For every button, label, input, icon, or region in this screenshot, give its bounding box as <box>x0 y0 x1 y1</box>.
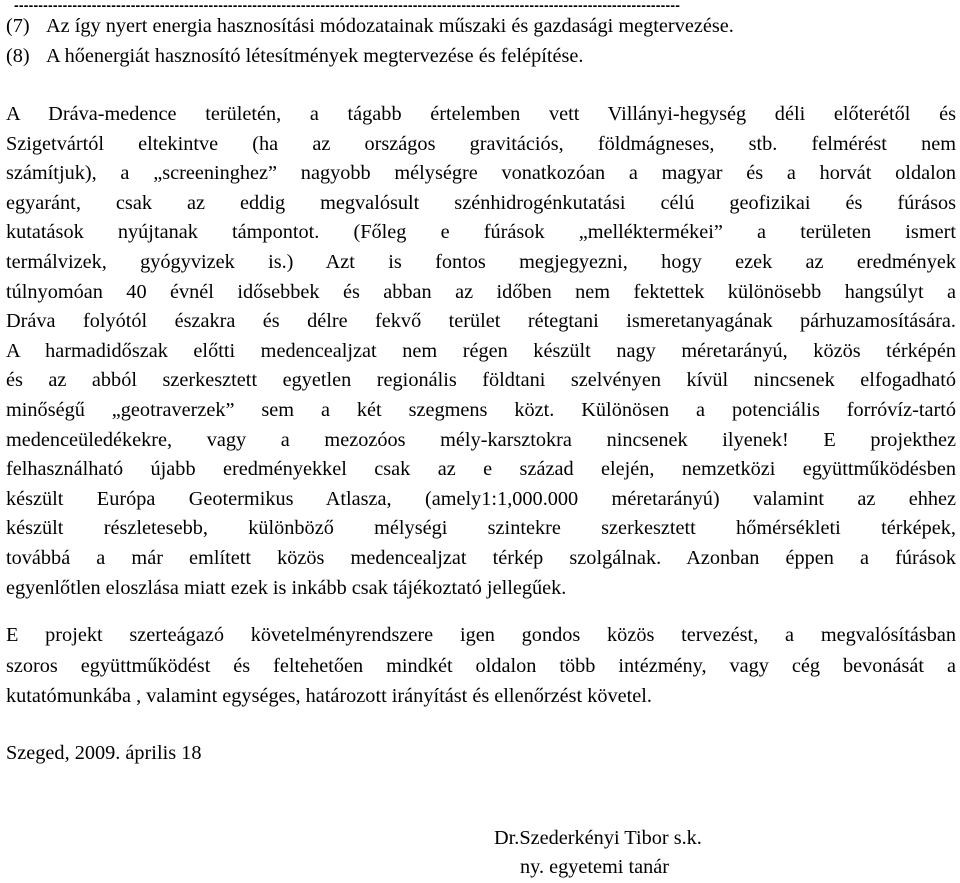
dashed-separator: ----------------------------------------------------------------------------------------------------------------------------------------- <box>14 0 681 10</box>
paragraph-line: készült részletesebb, különböző mélységi szintekre szerkesztett hőmérsékleti térképek, <box>6 517 956 540</box>
dateline: Szeged, 2009. április 18 <box>6 742 202 764</box>
paragraph-line: A harmadidőszak előtti medencealjzat nem régen készült nagy méretarányú, közös térképén <box>6 339 956 362</box>
paragraph-line: készült Európa Geotermikus Atlasza, (amely1:1,000.000 méretarányú) valamint az ehhez <box>6 487 956 510</box>
signature-block <box>494 824 702 882</box>
paragraph-line: továbbá a már említett közös medencealjzat térkép szolgálnak. Azonban éppen a fúrások <box>6 546 956 569</box>
paragraph-line: minőségű „geotraverzek” sem a két szegmens közt. Különösen a potenciális forróvíz-tartó <box>6 398 956 421</box>
paragraph-line: és az abból szerkesztett egyetlen regionális földtani szelvényen kívül nincsenek elfogadható <box>6 369 956 392</box>
list-item-text: Az így nyert energia hasznosítási módozatainak műszaki és gazdasági megtervezése. <box>46 15 734 37</box>
paragraph-line: túlnyomóan 40 évnél idősebbek és abban az időben nem fektettek különösebb hangsúlyt a <box>6 280 956 303</box>
numbered-list <box>6 12 956 71</box>
body-paragraph <box>6 620 956 712</box>
list-item <box>6 12 956 42</box>
paragraph-line: termálvizek, gyógyvizek is.) Azt is fontos megjegyezni, hogy ezek az eredmények <box>6 250 956 273</box>
paragraph-line: kutatómunkába , valamint egységes, határozott irányítást és ellenőrzést követel. <box>6 685 652 707</box>
paragraph-line: E projekt szerteágazó követelményrendszere igen gondos közös tervezést, a megvalósításban <box>6 624 956 646</box>
body-paragraph <box>6 100 956 603</box>
paragraph-line: egyaránt, csak az eddig megvalósult szénhidrogénkutatási célú geofizikai és fúrásos <box>6 191 956 214</box>
paragraph-line: kutatások nyújtanak támpontot. (Főleg e fúrások „melléktermékei” a területen ismert <box>6 221 956 244</box>
list-item <box>6 42 956 72</box>
paragraph-line: egyenlőtlen eloszlása miatt ezek is inkább csak tájékoztató jellegűek. <box>6 576 567 599</box>
list-item-number: (8) <box>6 44 30 67</box>
paragraph-line: A Dráva-medence területén, a tágabb értelemben vett Villányi-hegység déli előterétől és <box>6 103 956 125</box>
paragraph-line: medenceüledékekre, vagy a mezozóos mély-karsztokra nincsenek ilyenek! E projekthez <box>6 428 956 451</box>
signatory-name: Dr.Szederkényi Tibor s.k. <box>494 827 702 849</box>
list-item-number: (7) <box>6 15 30 37</box>
paragraph-line: számítjuk), a „screeninghez” nagyobb mélységre vonatkozóan a magyar és a horvát oldalon <box>6 162 956 185</box>
list-item-text: A hőenergiát hasznosító létesítmények megtervezése és felépítése. <box>46 44 584 67</box>
paragraph-line: felhasználható újabb eredményekkel csak az e század elején, nemzetközi együttműködésben <box>6 458 956 481</box>
paragraph-line: szoros együttműködést és feltehetően mindkét oldalon több intézmény, vagy cég bevonását a <box>6 654 956 677</box>
paragraph-line: Szigetvártól eltekintve (ha az országos gravitációs, földmágneses, stb. felmérést nem <box>6 132 956 155</box>
paragraph-line: Dráva folyótól északra és délre fekvő terület rétegtani ismeretanyagának párhuzamosítására. <box>6 310 956 333</box>
signatory-title: ny. egyetemi tanár <box>520 856 670 878</box>
